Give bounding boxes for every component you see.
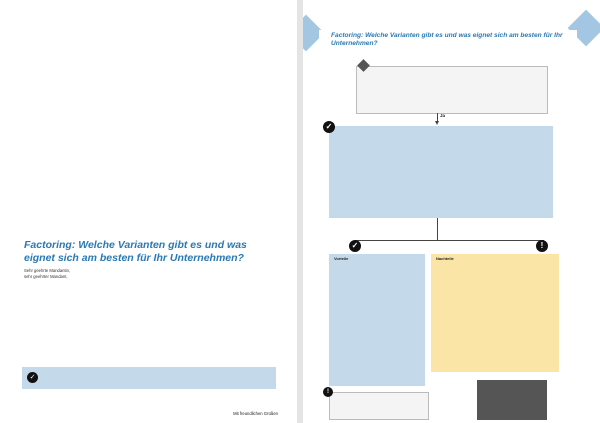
left-page — [0, 0, 297, 423]
page-title: Factoring: Welche Varianten gibt es und was eignet sich am besten für Ihr Unternehmen? — [331, 32, 563, 48]
title-box — [319, 30, 577, 57]
checkpoint-box — [356, 66, 548, 114]
info-callout — [22, 367, 276, 389]
lightbulb-icon: ! — [323, 387, 333, 397]
cons-box — [431, 254, 559, 372]
salutation-m: sehr geehrter Mandant, — [24, 274, 68, 279]
pros-heading: Vorteile — [334, 256, 349, 261]
pros-box — [329, 254, 425, 386]
check-icon: ✓ — [323, 121, 335, 133]
side-note — [592, 120, 598, 360]
closing: Mit freundlichen Grüßen — [233, 411, 278, 416]
check-icon: ✓ — [27, 372, 38, 383]
salutation-f: Sehr geehrte Mandantin, — [24, 268, 71, 273]
yes-label: Ja — [440, 113, 446, 118]
explanation-box — [329, 126, 553, 218]
lightbulb-icon: ! — [536, 240, 548, 252]
cons-heading: Nachteile — [436, 256, 454, 261]
headline: Factoring: Welche Varianten gibt es und was eignet sich am besten für Ihr Unternehmen? — [24, 239, 247, 264]
dark-box — [477, 380, 547, 420]
info-box — [329, 392, 429, 420]
check-icon: ✓ — [349, 240, 361, 252]
right-page — [303, 0, 600, 423]
